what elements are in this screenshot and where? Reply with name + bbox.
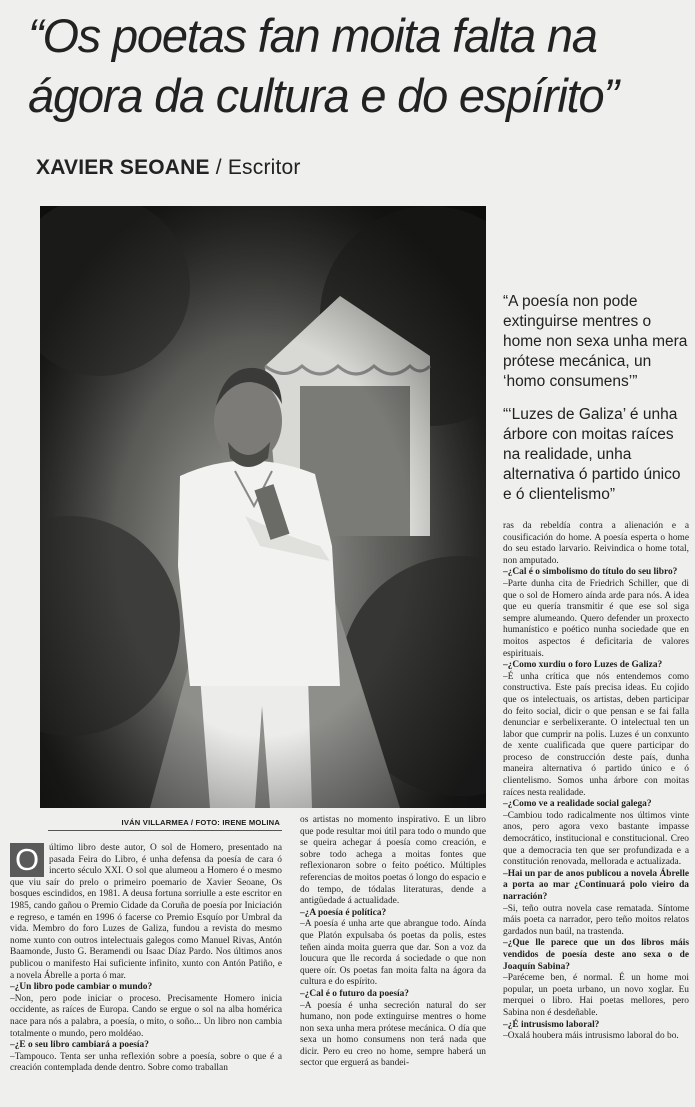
article-column-left — [10, 843, 282, 1105]
interview-question: –¿Como xurdiu o foro Luzes de Galiza? — [503, 660, 663, 671]
drop-cap: O — [10, 843, 44, 877]
paragraph: –Cambiou todo radicalmente nos últimos vinte anos, pero agora vexo bastante impasse democrático, institucional e constitucional. Creo que a democracia ten que ser profundizada e a constitución renovada, mellorada e actualizada. — [503, 810, 689, 868]
interview-question: –Hai un par de anos publicou a novela Ábrelle a porta ao mar ¿Continuará polo vieiro da narración? — [503, 868, 689, 902]
article-column-right — [503, 521, 689, 1101]
pull-quote: “A poesía non pode extinguirse mentres o home non sexa unha mera prótese mecánica, un ‘homo consumens’” — [503, 293, 688, 390]
left-body — [10, 843, 282, 1075]
right-body — [503, 521, 689, 1043]
headline: “Os poetas fan moita falta na ágora da cultura e do espírito” — [28, 9, 618, 122]
credit-rule — [48, 830, 282, 831]
byline-role: / Escritor — [209, 156, 301, 179]
paragraph: –Paréceme ben, é normal. É un home moi popular, un poeta urbano, un novo xoglar. Eu merquei o libro. Hai poetas mellores, pero Sabina non é desdeñable. — [503, 973, 689, 1018]
paragraph: último libro deste autor, O sol de Homero, presentado na pasada Feira do Libro, é unha defensa da poesía de cara ó incerto século XXI. O sol que alumeou a Homero é o mesmo que viu saír do prelo o primeiro poemario de Xavier Seoane, Os bosques escindidos, en 1981. A deusa fortuna sorriulle a este escritor en 1985, cando gañou o Premio Cidade da Coruña de poesía por Iniciación e regreso, e tamén en 1996 ó facerse co Premio Esquío por Umbral da vida. Membro do foro Luzes de Galiza, fundou a revista do mesmo nome xunto con outros intelectuais galegos como Manuel Rivas, Antón Baamonde, Justo G. Beramendi ou Isaac Díaz Pardo. Nos últimos anos publicou o manifesto Hai suficiente infinito, xunto con Antón Patiño, e a novela Ábrelle a porta ó mar. — [10, 843, 282, 981]
paragraph: –É unha crítica que nós entendemos como constructiva. Este país precisa ideas. Eu cojido que os intelectuais, os artistas, deben participar do feito social, dicir o que pensan e se fai falla denunciar e serbelixerante. O intelectual ten un labor que cumprir na polis. Luzes é un conxunto de xente cualificada que quere participar do proceso de construcción deste país, dunha maneira alternativa ó partido único e ó clientelismo. Somos unha árbore con moitas raíces nesta realidade. — [503, 671, 689, 798]
middle-body — [300, 815, 486, 1070]
paragraph: ras da rebeldía contra a alienación e a cousificación do home. A poesía esperta o home do seu estado larvario. Reivindica o home total, non amputado. — [503, 521, 689, 566]
paragraph: os artistas no momento inspirativo. É un libro que pode resultar moi útil para todo o mundo que se queira achegar á poesía como creación, e sobre todo achega a moitas fontes que reflexionaron sobre o feito poético. Múltiples referencias de moitos poetas ó longo do espacio e do tempo, de tódalas literaturas, dende a antigüedade á actualidade. — [300, 815, 486, 907]
paragraph: –A poesía é unha secreción natural do ser humano, non pode extinguirse mentres o home non sexa unha mera prótese mecánica. O día que sexa un homo consumens non terá nada que dicir. Pero eu creo no home, sempre haberá un sector que erguerá as bandei- — [300, 1000, 486, 1069]
paragraph: –Non, pero pode iniciar o proceso. Precisamente Homero inicia occidente, as raíces de Europa. Cando se ergue o sol na alba homérica nace para nós a palabra, a poesía, o mito, o soño... Un libro non cambia totalmente o mundo, pero moldéao. — [10, 993, 282, 1039]
photo-credit: IVÁN VILLARMEA / FOTO: IRENE MOLINA — [121, 818, 280, 827]
interview-question: –¿Un libro pode cambiar o mundo? — [10, 982, 153, 993]
interview-question: –¿Como ve a realidade social galega? — [503, 799, 652, 810]
paragraph: –Tampouco. Tenta ser unha reflexión sobre a poesía, sobre o que é a creación contemplada dende dentro. Sobre como traballan — [10, 1051, 282, 1074]
paragraph: –A poesía é unha arte que abrangue todo. Aínda que Platón expulsaba ós poetas da polis, estes teñen ainda moita guerra que dar. Son a voz da loucura que lle recorda á sociedade o que non quere oír. Os poetas fan moita falta na ágora da cultura e do espírito. — [300, 919, 486, 988]
paragraph: –Si, teño outra novela case rematada. Síntome máis poeta ca narrador, pero teño moitos relatos gardados nun baúl, na trastenda. — [503, 903, 689, 937]
interview-question: –¿A poesía é política? — [300, 907, 387, 918]
paragraph: –Oxalá houbera máis intrusismo laboral do bo. — [503, 1031, 679, 1042]
interview-question: –¿Que lle parece que un dos libros máis vendidos de poesía deste ano sexa o de Joaquín Sabina? — [503, 938, 689, 972]
pull-quote: “‘Luzes de Galiza’ é unha árbore con moitas raíces na realidade, unha alternativa ó partido único e ó clientelismo” — [503, 406, 681, 503]
interview-question: –¿Cal é o futuro da poesía? — [300, 988, 409, 999]
byline-author: XAVIER SEOANE — [36, 156, 210, 179]
interview-question: –¿Cal é o simbolismo do título do seu libro? — [503, 567, 678, 578]
interview-question: –¿E o seu libro cambiará a poesía? — [10, 1040, 149, 1051]
paragraph: –Parte dunha cita de Friedrich Schiller, que di que o sol de Homero aínda arde para nós. A idea que eu quería transmitir é que ese sol siga sempre alumeando. Quero defender un proxecto humanístico e poético nunha sociedade que en moitos aspectos é deficitaria de valores espirituais. — [503, 578, 689, 659]
byline — [36, 156, 301, 180]
interview-question: –¿É intrusismo laboral? — [503, 1019, 600, 1030]
portrait-photo — [40, 206, 486, 808]
article-column-middle — [300, 815, 486, 1105]
